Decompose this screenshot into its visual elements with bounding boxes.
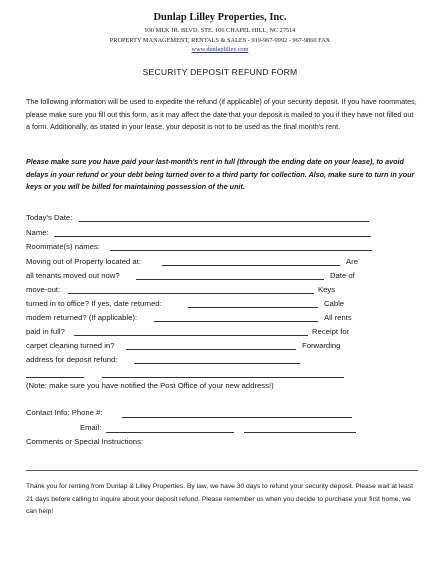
roommates-field[interactable] — [110, 250, 372, 251]
modem-row — [26, 312, 366, 324]
email-label: Email: — [80, 423, 102, 432]
modem-label: modem returned? (If applicable): — [26, 313, 138, 322]
todays-date-label: Today's Date: — [26, 213, 73, 222]
move-out-field[interactable] — [68, 293, 314, 294]
company-website-link[interactable]: www.dunlaplilley.com — [191, 46, 249, 53]
forwarding-field-2a[interactable] — [26, 377, 84, 378]
todays-date-field[interactable] — [79, 221, 369, 222]
name-row — [26, 227, 49, 239]
intro-paragraph: The following information will be used to expedite the refund (if applicable) of your security deposit. If you have roommates, please make sure you fill out this form, as it may affect the date that your deposit is mailed to you if they have not filled out a form. Additionally, as stated in your lease, your deposit is not to be used as the final month's rent. — [26, 97, 417, 132]
forwarding-row — [26, 354, 326, 366]
phone-row — [26, 408, 356, 420]
forwarding-label: address for deposit refund: — [26, 355, 118, 364]
carpet-field[interactable] — [126, 349, 296, 350]
moving-out-label: Moving out of Property located at: — [26, 257, 141, 266]
carpet-tail: Forwarding — [302, 341, 341, 350]
tenants-moved-label: all tenants moved out now? — [26, 271, 120, 280]
forwarding-field-2b[interactable] — [102, 377, 344, 378]
company-name: Dunlap Lilley Properties, Inc. — [153, 12, 287, 23]
keys-returned-label: turned in to office? If yes, date returned: — [26, 299, 162, 308]
moving-out-tail: Are — [346, 257, 358, 266]
rent-paid-field[interactable] — [74, 335, 308, 336]
carpet-row — [26, 340, 376, 352]
email-row — [26, 423, 358, 435]
keys-returned-row — [26, 298, 356, 310]
rent-paid-tail: Receipt for — [312, 327, 350, 336]
modem-field[interactable] — [154, 321, 318, 322]
moving-out-field[interactable] — [162, 265, 340, 266]
company-address: 930 MLK JR. BLVD. STE. 106 CHAPEL HILL, NC 27514 — [144, 27, 296, 34]
forwarding-field[interactable] — [134, 363, 300, 364]
form-title: SECURITY DEPOSIT REFUND FORM — [142, 67, 298, 77]
post-office-note: (Note: make sure you have notified the Post Office of your new address!) — [26, 381, 274, 390]
keys-returned-tail: Cable — [324, 299, 345, 308]
carpet-label: carpet cleaning turned in? — [26, 341, 115, 350]
rent-paid-row — [26, 326, 366, 338]
move-out-tail: Keys — [318, 285, 336, 294]
footer-text: Thank you for renting from Dunlap & Lilley Properties. By law, we have 30 days to refund your security deposit. Please wait at least 21 days before calling to inquire about your deposit refund. Please remember us when you decide to purchase your first home, we can help! — [26, 483, 413, 515]
tenants-moved-tail: Date of — [330, 271, 355, 280]
name-field[interactable] — [54, 236, 371, 237]
email-field-2[interactable] — [244, 432, 356, 433]
forwarding-row-2 — [26, 368, 346, 380]
comments-label: Comments or Special Instructions: — [26, 437, 144, 446]
roommates-label: Roommate(s) names: — [26, 242, 100, 251]
tenants-moved-row — [26, 270, 396, 282]
name-label: Name: — [26, 228, 49, 237]
moving-out-row — [26, 256, 366, 268]
warning-paragraph: Please make sure you have paid your last-month's rent in full (through the ending date on your lease), to avoid delays in your refund or your debt being turned over to a third party for collection. Also, make sure to turn in your keys or you will be billed for maintaining possession of the unit. — [26, 157, 415, 192]
comments-divider — [26, 470, 418, 471]
email-field[interactable] — [106, 432, 234, 433]
roommates-row — [26, 241, 100, 253]
move-out-label: move-out: — [26, 285, 61, 294]
modem-tail: All rents — [324, 313, 352, 322]
todays-date-row — [26, 212, 72, 224]
tenants-moved-field[interactable] — [136, 279, 324, 280]
company-services: PROPERTY MANAGEMENT, RENTALS & SALES - 919-967-9992 - 967-9860 FAX — [109, 37, 331, 44]
phone-field[interactable] — [122, 417, 352, 418]
rent-paid-label: paid in full? — [26, 327, 65, 336]
keys-returned-field[interactable] — [188, 307, 318, 308]
phone-label: Contact Info: Phone #: — [26, 408, 103, 417]
move-out-row — [26, 284, 346, 296]
